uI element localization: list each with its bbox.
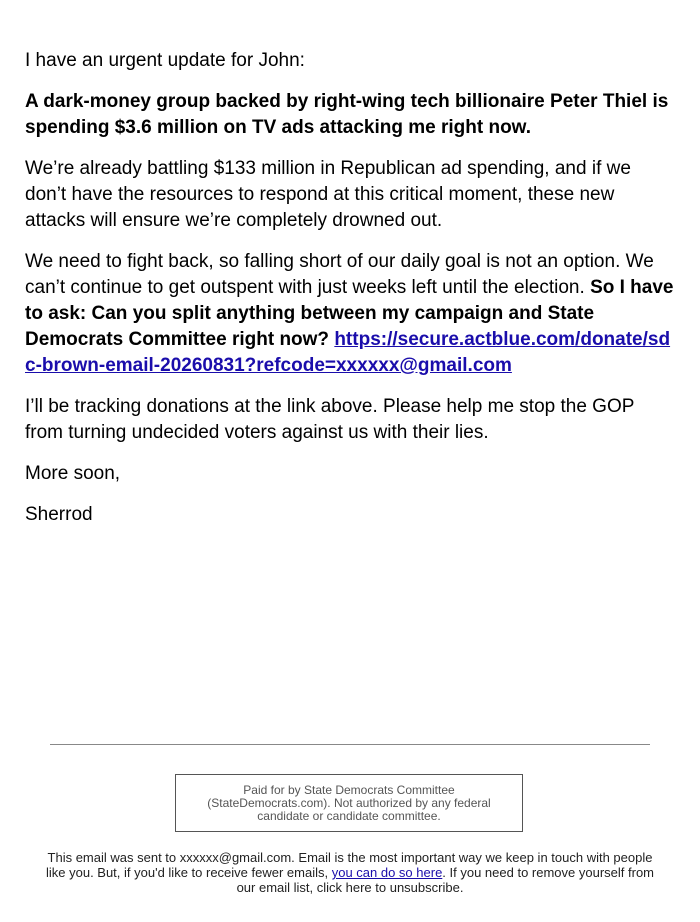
footer-divider <box>50 744 650 745</box>
headline: A dark-money group backed by right-wing tech billionaire Peter Thiel is spending $3.6 million on TV ads attacking me right now. <box>25 91 669 138</box>
paragraph-fight-back <box>25 249 675 379</box>
footer-note-text: This email was sent to xxxxxx@gmail.com. Email is the most important way we keep in touch with people like you. But, if you'd like to receive fewer emails, <box>45 850 653 880</box>
footer-note <box>45 850 655 895</box>
fight-back-text: We need to fight back, so falling short of our daily goal is not an option. We can’t continue to get outspent with just weeks left until the election. <box>25 251 654 298</box>
donation-ask: So I have to ask: Can you split anything between my campaign and State Democrats Committee right now? <box>25 277 674 350</box>
closing: More soon, <box>25 463 121 484</box>
signature: Sherrod <box>25 504 93 525</box>
paragraph-battling: We’re already battling $133 million in Republican ad spending, and if we don’t have the resources to respond at this critical moment, these new attacks will ensure we’re completely drowned out. <box>25 158 631 231</box>
email-body <box>25 48 675 543</box>
footer-note-unsubscribe: . If you need to remove yourself from our email list, click here to unsubscribe. <box>236 865 655 895</box>
donate-link[interactable]: https://secure.actblue.com/donate/sdc-brown-email-20260831?refcode=xxxxxx@gmail.com <box>25 329 671 376</box>
greeting: I have an urgent update for John: <box>25 50 305 71</box>
paid-for-text: Paid for by State Democrats Committee (StateDemocrats.com). Not authorized by any federal candidate or candidate committee. <box>207 783 491 823</box>
paid-for-disclaimer <box>175 774 523 832</box>
fewer-emails-link[interactable]: you can do so here <box>331 865 443 880</box>
paragraph-tracking: I’ll be tracking donations at the link above. Please help me stop the GOP from turning undecided voters against us with their lies. <box>25 396 635 443</box>
